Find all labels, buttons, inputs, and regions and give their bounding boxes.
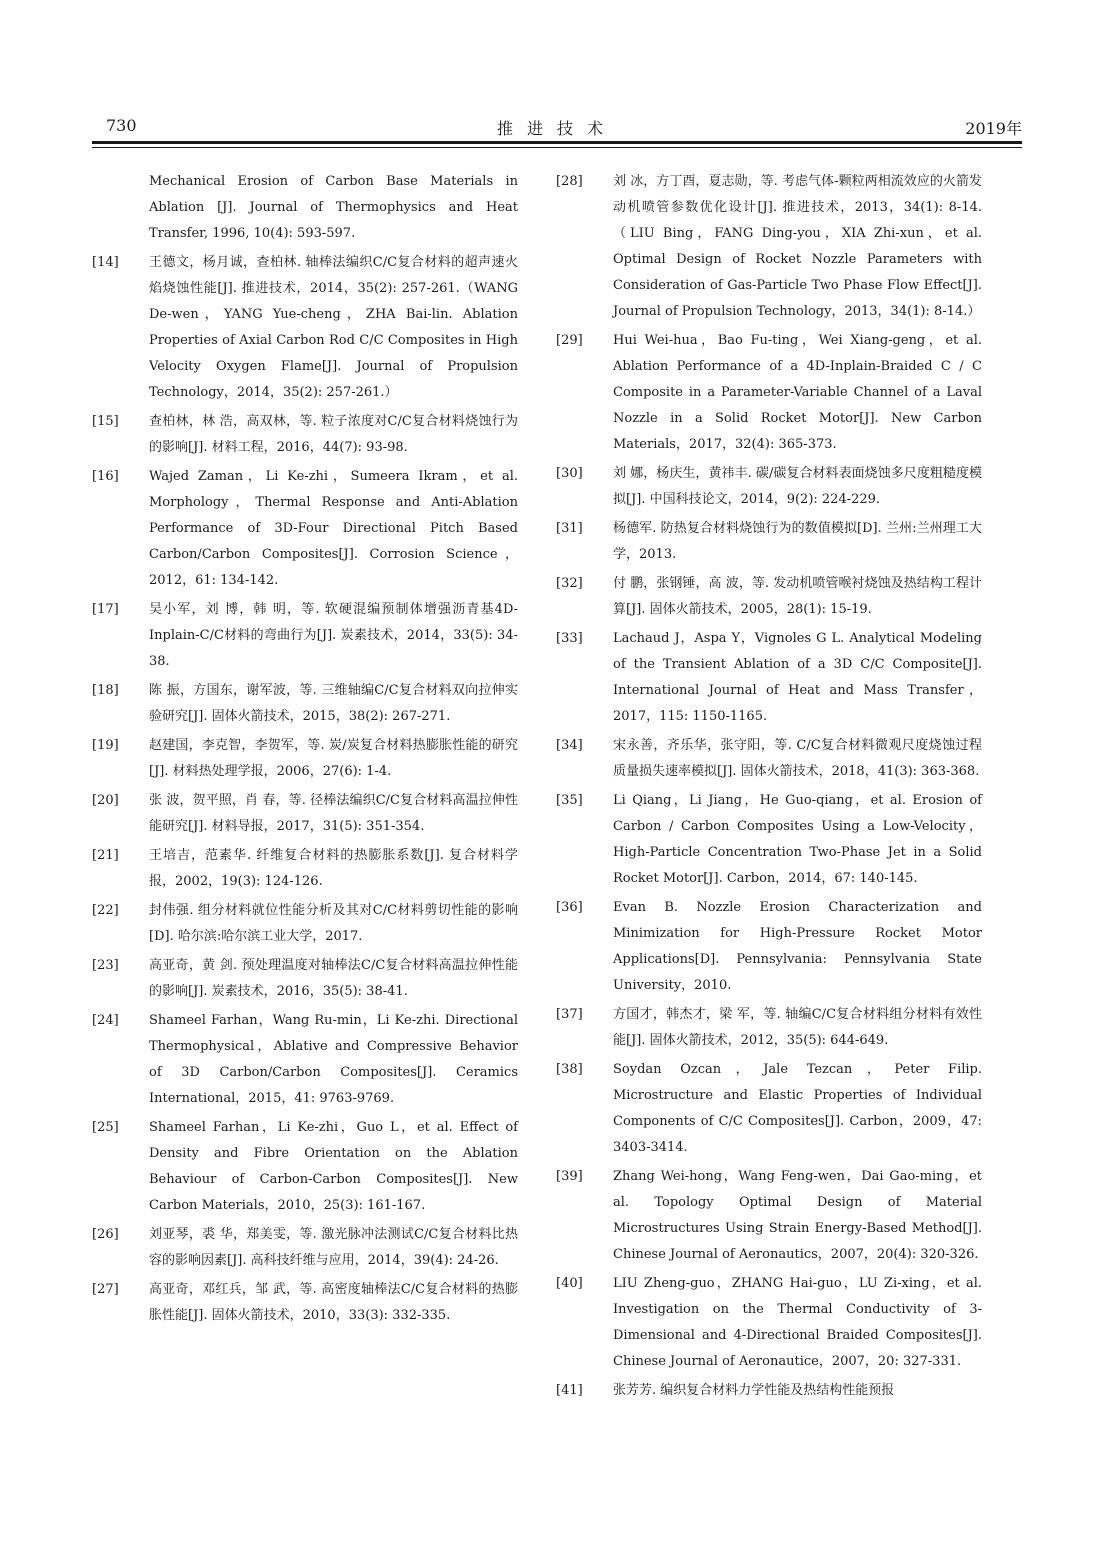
reference-item [556,626,982,730]
reference-item [92,250,518,406]
reference-item [556,571,982,623]
reference-item [556,733,982,785]
reference-item [556,1002,982,1054]
reference-text: 赵建国，李克智，李贺军，等. 炭/炭复合材料热膨胀性能的研究[J]. 材料热处理学报，2006，27(6): 1-4. [149,738,518,779]
reference-number: [16] [92,469,119,484]
reference-text: 刘 冰，方丁酉，夏志勋，等. 考虑气体-颗粒两相流效应的火箭发动机喷管参数优化设计[J]. 推进技术，2013，34(1): 8-14.（LIU Bing，FANG Ding-you，XIA Zhi-xun，et al. Optimal Design of Rocket Nozzle Parameters with Consideration of Gas-Particle Two Phase Flow Effect[J]. Journal of Propulsion Technology，2013，34(1): 8-14.） [613,174,982,319]
reference-list-left [92,250,518,1329]
reference-number: [25] [92,1120,119,1135]
reference-item [92,409,518,461]
reference-text: Mechanical Erosion of Carbon Base Materials in Ablation [J]. Journal of Thermophysics and Heat Transfer, 1996, 10(4): 593-597. [149,174,518,241]
header-rule-thin [92,147,1022,148]
reference-text: 刘亚琴，裘 华，郑美雯，等. 激光脉冲法测试C/C复合材料比热容的影响因素[J]. 高科技纤维与应用，2014，39(4): 24-26. [149,1227,518,1268]
reference-number: [34] [556,738,583,753]
reference-item [92,1008,518,1112]
reference-number: [24] [92,1013,119,1028]
reference-text: Lachaud J，Aspa Y，Vignoles G L. Analytical Modeling of the Transient Ablation of a 3D C/C Composite[J]. International Journal of Heat and Mass Transfer，2017，115: 1150-1165. [613,631,982,724]
reference-item [92,953,518,1005]
reference-text: 杨德军. 防热复合材料烧蚀行为的数值模拟[D]. 兰州:兰州理工大学，2013. [613,521,982,562]
reference-continuation [92,169,518,247]
reference-text: Shameel Farhan，Li Ke-zhi，Guo L，et al. Effect of Density and Fibre Orientation on the Ablation Behaviour of Carbon-Carbon Composites[J]. New Carbon Materials，2010，25(3): 161-167. [149,1120,518,1213]
reference-text: 封伟强. 组分材料就位性能分析及其对C/C材料剪切性能的影响[D]. 哈尔滨:哈尔滨工业大学，2017. [149,903,518,944]
reference-number: [15] [92,414,119,429]
reference-item [556,788,982,892]
reference-item [92,464,518,594]
reference-item [556,461,982,513]
reference-number: [31] [556,521,583,536]
reference-item [556,169,982,325]
reference-number: [21] [92,848,119,863]
reference-item [556,1164,982,1268]
reference-number: [19] [92,738,119,753]
reference-item [92,597,518,675]
journal-title: 推进技术 [496,119,617,138]
reference-item [92,843,518,895]
reference-number: [22] [92,903,119,918]
reference-number: [39] [556,1169,583,1184]
reference-number: [38] [556,1062,583,1077]
reference-text: 刘 娜，杨庆生，黄祎丰. 碳/碳复合材料表面烧蚀多尺度粗糙度模拟[J]. 中国科技论文，2014，9(2): 224-229. [613,466,982,507]
reference-number: [30] [556,466,583,481]
reference-number: [23] [92,958,119,973]
reference-item [92,898,518,950]
reference-text: Wajed Zaman，Li Ke-zhi，Sumeera Ikram，et al. Morphology，Thermal Response and Anti-Ablation Performance of 3D-Four Directional Pitch Based Carbon/Carbon Composites[J]. Corrosion Science，2012，61: 134-142. [149,469,518,588]
reference-text: 陈 振，方国东，谢军波，等. 三维轴编C/C复合材料双向拉伸实验研究[J]. 固体火箭技术，2015，38(2): 267-271. [149,683,518,724]
reference-text: 高亚奇，黄 剑. 预处理温度对轴棒法C/C复合材料高温拉伸性能的影响[J]. 炭素技术，2016，35(5): 38-41. [149,958,518,999]
reference-item [92,1115,518,1219]
reference-text: 张芳芳. 编织复合材料力学性能及热结构性能预报 [613,1383,895,1398]
running-header [92,112,1022,142]
reference-item [92,1277,518,1329]
reference-number: [41] [556,1383,583,1398]
reference-text: Zhang Wei-hong，Wang Feng-wen，Dai Gao-ming，et al. Topology Optimal Design of Material Microstructures Using Strain Energy-Based Method[J]. Chinese Journal of Aeronautics，2007，20(4): 320-326. [613,1169,982,1262]
reference-text: 王培吉，范素华. 纤维复合材料的热膨胀系数[J]. 复合材料学报，2002，19(3): 124-126. [149,848,518,889]
reference-number: [40] [556,1276,583,1291]
left-column [92,169,518,1332]
reference-text: 付 鹏，张钢锤，高 波，等. 发动机喷管喉衬烧蚀及热结构工程计算[J]. 固体火箭技术，2005，28(1): 15-19. [613,576,982,617]
reference-number: [32] [556,576,583,591]
reference-text: Soydan Ozcan，Jale Tezcan，Peter Filip. Microstructure and Elastic Properties of Individual Components of C/C Composites[J]. Carbon，2009，47: 3403-3414. [613,1062,982,1155]
reference-list-right [556,169,982,1404]
reference-text: Hui Wei-hua，Bao Fu-ting，Wei Xiang-geng，et al. Ablation Performance of a 4D-Inplain-Braided C / C Composite in a Parameter-Variable Channel of a Laval Nozzle in a Solid Rocket Motor[J]. New Carbon Materials，2017，32(4): 365-373. [613,333,982,452]
reference-item [92,1222,518,1274]
page-number: 730 [106,116,137,135]
reference-item [92,733,518,785]
reference-item [556,328,982,458]
reference-text: Evan B. Nozzle Erosion Characterization and Minimization for High-Pressure Rocket Motor Applications[D]. Pennsylvania: Pennsylvania State University，2010. [613,900,982,993]
reference-text: LIU Zheng-guo，ZHANG Hai-guo，LU Zi-xing，et al. Investigation on the Thermal Conductivity of 3-Dimensional and 4-Directional Braided Composites[J]. Chinese Journal of Aeronautice，2007，20: 327-331. [613,1276,982,1369]
reference-item [556,895,982,999]
reference-number: [37] [556,1007,583,1022]
reference-item [556,1378,982,1404]
reference-item [92,788,518,840]
reference-text: 吴小军，刘 博，韩 明，等. 软硬混编预制体增强沥青基4D-Inplain-C/C材料的弯曲行为[J]. 炭素技术，2014，33(5): 34-38. [149,602,518,669]
header-rule-thick [92,141,1022,144]
reference-number: [33] [556,631,583,646]
reference-number: [27] [92,1282,119,1297]
reference-number: [28] [556,174,583,189]
reference-number: [35] [556,793,583,808]
reference-number: [14] [92,255,119,270]
reference-number: [20] [92,793,119,808]
reference-item [556,1057,982,1161]
issue-year: 2019年 [965,119,1022,138]
reference-item [556,1271,982,1375]
reference-text: 王德文，杨月诚，查柏林. 轴棒法编织C/C复合材料的超声速火焰烧蚀性能[J]. 推进技术，2014，35(2): 257-261.（WANG De-wen，YANG Yue-cheng，ZHA Bai-lin. Ablation Properties of Axial Carbon Rod C/C Composites in High Velocity Oxygen Flame[J]. Journal of Propulsion Technology，2014，35(2): 257-261.） [149,255,518,400]
reference-number: [26] [92,1227,119,1242]
right-column [556,169,982,1407]
reference-text: 张 波，贺平照，肖 春，等. 径棒法编织C/C复合材料高温拉伸性能研究[J]. 材料导报，2017，31(5): 351-354. [149,793,518,834]
reference-text: Shameel Farhan，Wang Ru-min，Li Ke-zhi. Directional Thermophysical，Ablative and Compressive Behavior of 3D Carbon/Carbon Composites[J]. Ceramics International，2015，41: 9763-9769. [149,1013,518,1106]
reference-number: [18] [92,683,119,698]
reference-text: 方国才，韩杰才，梁 军，等. 轴编C/C复合材料组分材料有效性能[J]. 固体火箭技术，2012，35(5): 644-649. [613,1007,982,1048]
reference-text: 查柏林，林 浩，高双林，等. 粒子浓度对C/C复合材料烧蚀行为的影响[J]. 材料工程，2016，44(7): 93-98. [149,414,518,455]
reference-number: [17] [92,602,119,617]
reference-number: [29] [556,333,583,348]
reference-item [556,516,982,568]
reference-item [92,678,518,730]
reference-number: [36] [556,900,583,915]
reference-text: 高亚奇，邓红兵，邹 武，等. 高密度轴棒法C/C复合材料的热膨胀性能[J]. 固体火箭技术，2010，33(3): 332-335. [149,1282,518,1323]
reference-text: Li Qiang，Li Jiang，He Guo-qiang，et al. Erosion of Carbon / Carbon Composites Using a Low-Velocity，High-Particle Concentration Two-Phase Jet in a Solid Rocket Motor[J]. Carbon，2014，67: 140-145. [613,793,982,886]
reference-text: 宋永善，齐乐华，张守阳，等. C/C复合材料微观尺度烧蚀过程质量损失速率模拟[J]. 固体火箭技术，2018，41(3): 363-368. [613,738,982,779]
